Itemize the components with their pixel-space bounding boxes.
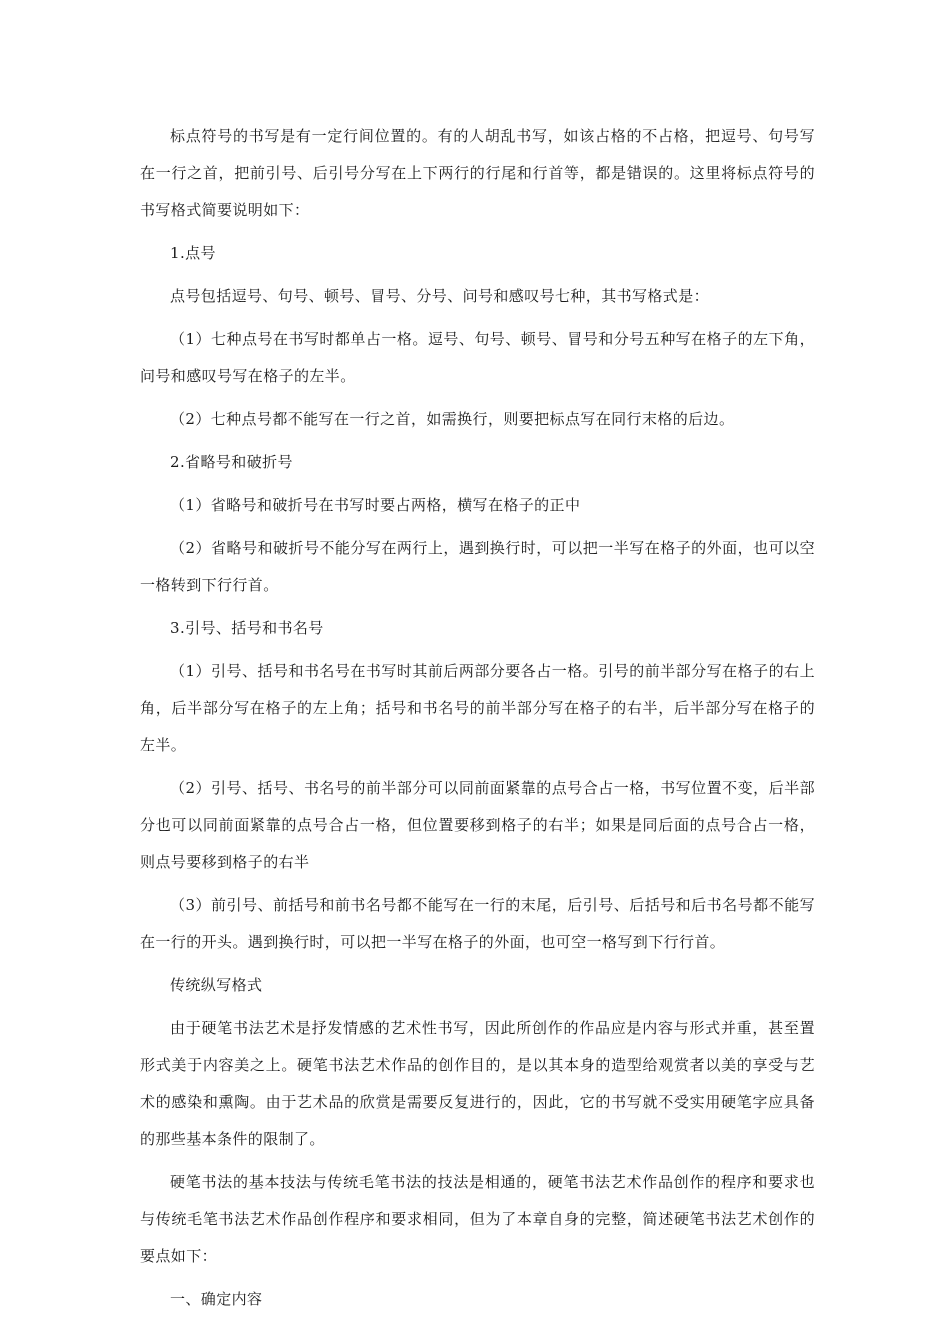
heading-vertical-format: 传统纵写格式	[170, 976, 263, 994]
paragraph-calligraphy-technique: 硬笔书法的基本技法与传统毛笔书法的技法是相通的，硬笔书法艺术作品创作的程序和要求也与传统毛笔书法艺术作品创作程序和要求相同，但为了本章自身的完整，简述硬笔书法艺术创作的要点如下：	[140, 1173, 815, 1265]
paragraph-quotes-rule-3: （3）前引号、前括号和前书名号都不能写在一行的末尾，后引号、后括号和后书名号都不能写在一行的开头。遇到换行时，可以把一半写在格子的外面，也可空一格写到下行行首。	[140, 896, 815, 951]
heading-determine-content: 一、确定内容	[170, 1290, 263, 1308]
paragraph-dot-marks-rule-2: （2）七种点号都不能写在一行之首，如需换行，则要把标点写在同行末格的后边。	[170, 410, 735, 428]
paragraph-intro: 标点符号的书写是有一定行间位置的。有的人胡乱书写，如该占格的不占格，把逗号、句号写在一行之首，把前引号、后引号分写在上下两行的行尾和行首等，都是错误的。这里将标点符号的书写格式简要说明如下：	[140, 127, 815, 219]
heading-dot-marks: 1.点号	[170, 244, 216, 262]
heading-quotes-brackets: 3.引号、括号和书名号	[170, 619, 324, 637]
document-page	[140, 118, 815, 1324]
paragraph-dot-marks-intro: 点号包括逗号、句号、顿号、冒号、分号、问号和感叹号七种，其书写格式是：	[170, 287, 710, 305]
heading-ellipsis-dash: 2.省略号和破折号	[170, 453, 293, 471]
paragraph-dot-marks-rule-1: （1）七种点号在书写时都单占一格。逗号、句号、顿号、冒号和分号五种写在格子的左下角，问号和感叹号写在格子的左半。	[140, 330, 815, 385]
paragraph-quotes-rule-1: （1）引号、括号和书名号在书写时其前后两部分要各占一格。引号的前半部分写在格子的右上角，后半部分写在格子的左上角；括号和书名号的前半部分写在格子的右半，后半部分写在格子的左半。	[140, 662, 815, 754]
paragraph-calligraphy-art: 由于硬笔书法艺术是抒发情感的艺术性书写，因此所创作的作品应是内容与形式并重，甚至置形式美于内容美之上。硬笔书法艺术作品的创作目的，是以其本身的造型给观赏者以美的享受与艺术的感染和熏陶。由于艺术品的欣赏是需要反复进行的，因此，它的书写就不受实用硬笔字应具备的那些基本条件的限制了。	[140, 1019, 815, 1148]
paragraph-ellipsis-rule-1: （1）省略号和破折号在书写时要占两格，横写在格子的正中	[170, 496, 581, 514]
paragraph-quotes-rule-2: （2）引号、括号、书名号的前半部分可以同前面紧靠的点号合占一格，书写位置不变，后半部分也可以同前面紧靠的点号合占一格，但位置要移到格子的右半；如果是同后面的点号合占一格，则点号要移到格子的右半	[140, 779, 815, 871]
paragraph-ellipsis-rule-2: （2）省略号和破折号不能分写在两行上，遇到换行时，可以把一半写在格子的外面，也可以空一格转到下行行首。	[140, 539, 815, 594]
